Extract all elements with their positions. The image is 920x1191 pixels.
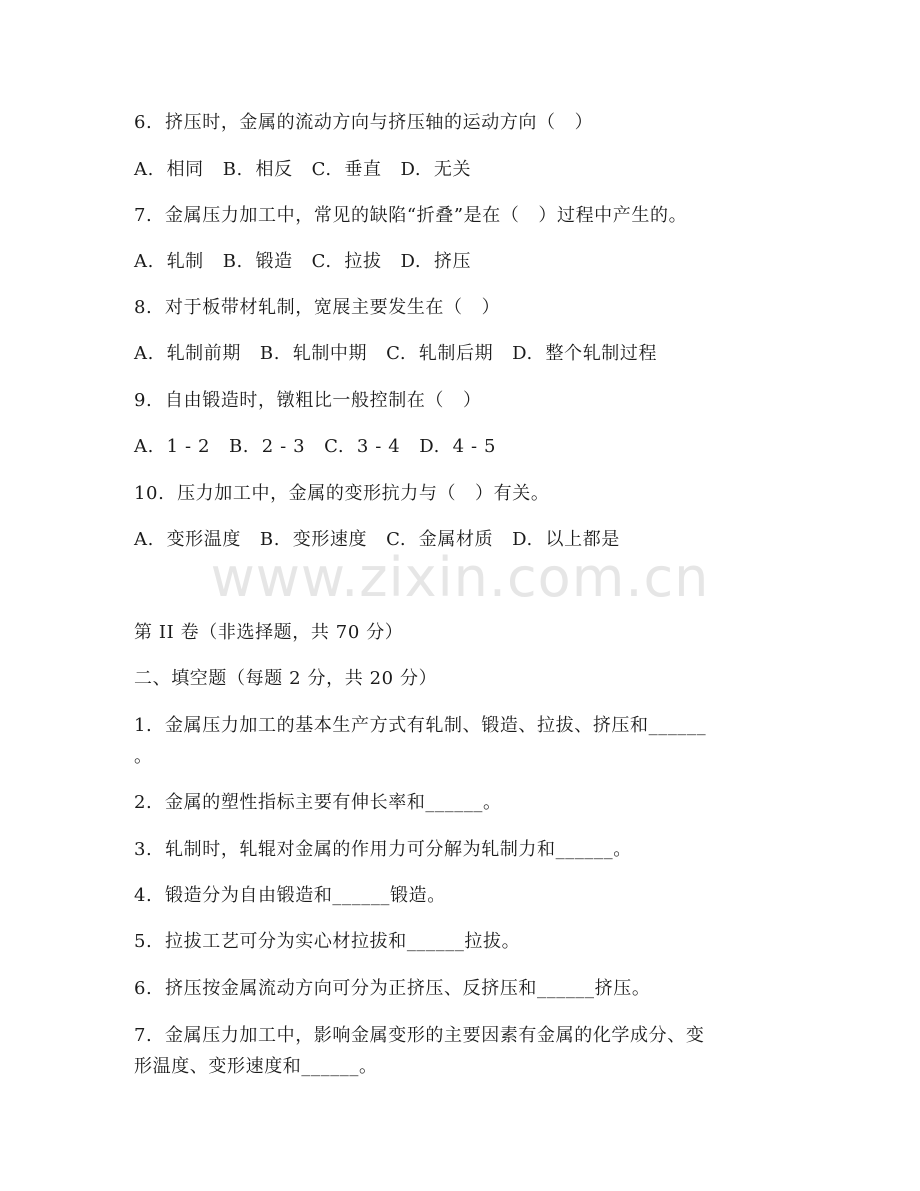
fill-question-6: 6. 挤压按金属流动方向可分为正挤压、反挤压和______挤压。 [134, 978, 651, 999]
fill-question-3: 3. 轧制时，轧辊对金属的作用力可分解为轧制力和______。 [134, 839, 632, 860]
question-6: 6. 挤压时，金属的流动方向与挤压轴的运动方向（ ） [134, 112, 594, 133]
question-8: 8. 对于板带材轧制，宽展主要发生在（ ） [134, 297, 501, 318]
watermark: www.zixin.com.cn [210, 546, 710, 609]
fill-question-1: 1. 金属压力加工的基本生产方式有轧制、锻造、拉拔、挤压和______ [134, 715, 707, 736]
question-6-options: A. 相同 B. 相反 C. 垂直 D. 无关 [134, 159, 472, 180]
question-7: 7. 金属压力加工中，常见的缺陷“折叠”是在（ ）过程中产生的。 [134, 205, 688, 226]
fill-question-1-continued: 。 [134, 746, 153, 767]
section-subtitle: 二、填空题（每题 2 分，共 20 分） [134, 668, 438, 689]
fill-question-7-continued: 形温度、变形速度和______。 [134, 1056, 378, 1077]
fill-question-4: 4. 锻造分为自由锻造和______锻造。 [134, 885, 446, 906]
question-9-options: A. 1 - 2 B. 2 - 3 C. 3 - 4 D. 4 - 5 [134, 436, 497, 457]
question-9: 9. 自由锻造时，镦粗比一般控制在（ ） [134, 390, 482, 411]
question-8-options: A. 轧制前期 B. 轧制中期 C. 轧制后期 D. 整个轧制过程 [134, 343, 658, 364]
question-7-options: A. 轧制 B. 锻造 C. 拉拔 D. 挤压 [134, 251, 472, 272]
fill-question-2: 2. 金属的塑性指标主要有伸长率和______。 [134, 792, 502, 813]
section-title: 第 II 卷（非选择题，共 70 分） [134, 622, 404, 643]
question-10-options: A. 变形温度 B. 变形速度 C. 金属材质 D. 以上都是 [134, 529, 620, 550]
fill-question-5: 5. 拉拔工艺可分为实心材拉拔和______拉拔。 [134, 931, 521, 952]
fill-question-7: 7. 金属压力加工中，影响金属变形的主要因素有金属的化学成分、变 [134, 1025, 705, 1046]
question-10: 10. 压力加工中，金属的变形抗力与（ ）有关。 [134, 483, 550, 504]
